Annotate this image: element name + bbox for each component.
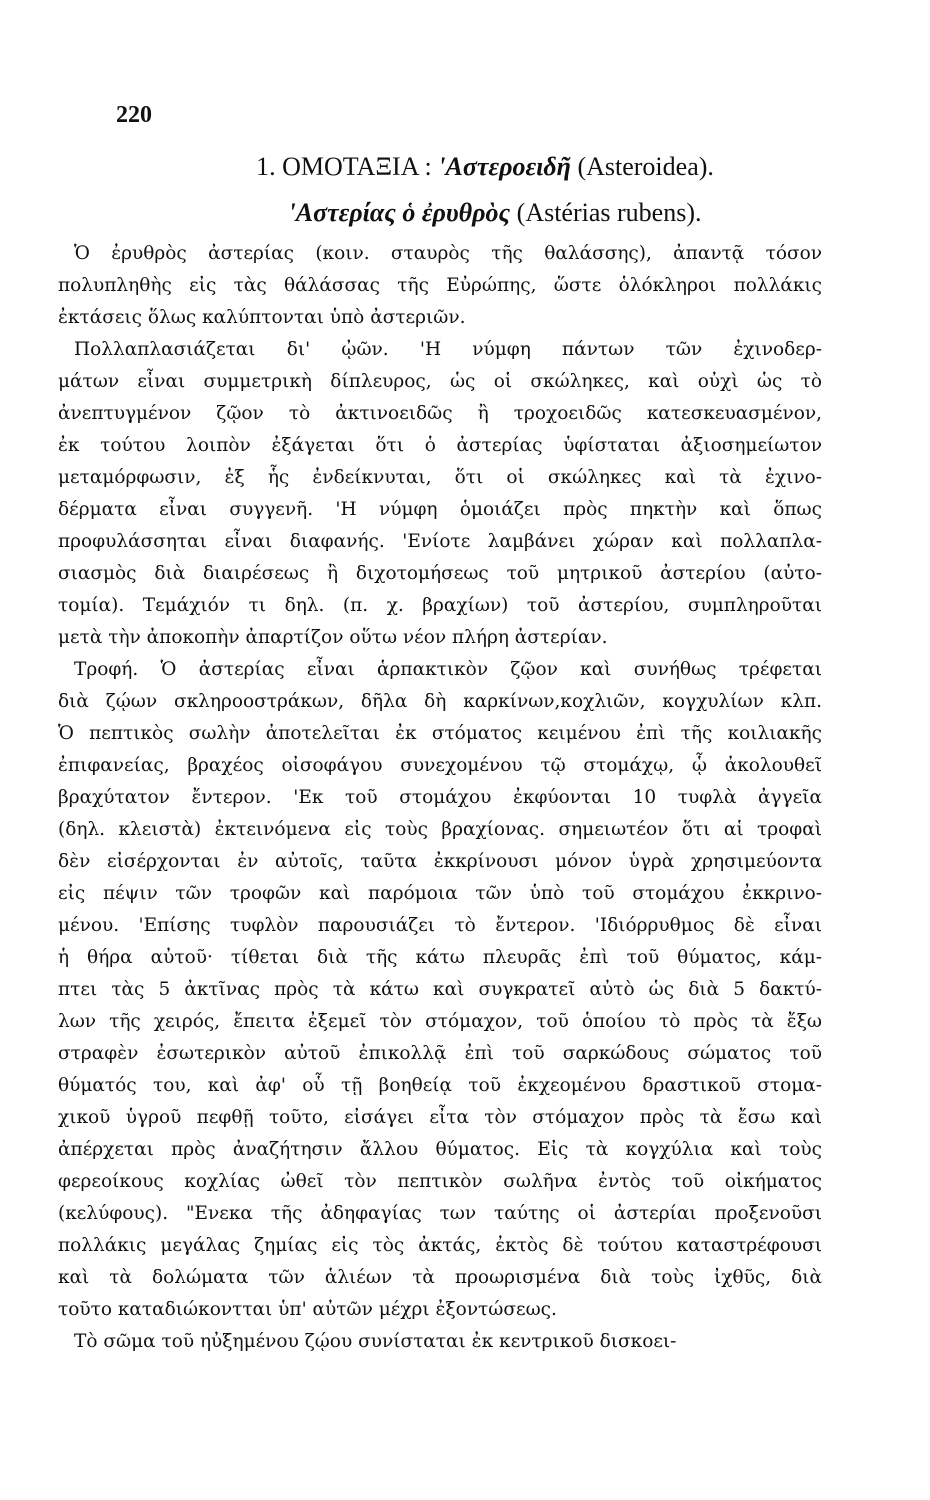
- text-line: καὶ τὰ δολώματα τῶν ἁλιέων τὰ προωρισμένα διὰ τοὺς ἰχθῦς, διὰ: [58, 1267, 822, 1288]
- text-line: ἐπιφανείας, βραχέος οἰσοφάγου συνεχομένου τῷ στομάχῳ, ᾧ ἀκολουθεῖ: [58, 755, 822, 776]
- page-number: 220: [116, 102, 152, 128]
- text-line: πολλάκις μεγάλας ζημίας εἰς τὸς ἀκτάς, ἐκτὸς δὲ τούτου καταστρέφουσι: [58, 1235, 822, 1256]
- text-line: ἐκτάσεις ὅλως καλύπτονται ὑπὸ ἀστεριῶν.: [58, 307, 466, 328]
- text-line: ἀπέρχεται πρὸς ἀναζήτησιν ἄλλου θύματος. Εἰς τὰ κογχύλια καὶ τοὺς: [58, 1139, 822, 1160]
- text-line: μάτων εἶναι συμμετρικὴ δίπλευρος, ὡς οἱ σκώληκες, καὶ οὐχὶ ὡς τὸ: [58, 371, 822, 392]
- text-line: θύματός του, καὶ ἀφ' οὗ τῇ βοηθείᾳ τοῦ ἐκχεομένου δραστικοῦ στομα-: [58, 1075, 822, 1096]
- text-line: ἐκ τούτου λοιπὸν ἐξάγεται ὅτι ὁ ἀστερίας ὑφίσταται ἀξιοσημείωτον: [58, 435, 822, 456]
- text-line: ἀνεπτυγμένον ζῷον τὸ ἀκτινοειδῶς ἢ τροχοειδῶς κατεσκευασμένον,: [58, 403, 822, 424]
- text-line: πολυπληθὴς εἰς τὰς θάλάσσας τῆς Εὐρώπης, ὥστε ὁλόκληροι πολλάκις: [58, 275, 822, 296]
- section-heading: [0, 152, 930, 182]
- species-heading: [0, 198, 930, 228]
- text-line: χικοῦ ὑγροῦ πεφθῇ τοῦτο, εἰσάγει εἶτα τὸν στόμαχον πρὸς τὰ ἔσω καὶ: [58, 1107, 822, 1128]
- text-line: Τροφή. Ὁ ἀστερίας εἶναι ἁρπακτικὸν ζῷον καὶ συνήθως τρέφεται: [74, 659, 822, 680]
- text-line: δέρματα εἶναι συγγενῆ. 'Η νύμφη ὁμοιάζει πρὸς πηκτὴν καὶ ὅπως: [58, 499, 822, 520]
- text-line: Πολλαπλασιάζεται δι' ᾠῶν. 'Η νύμφη πάντων τῶν ἐχινοδερ-: [74, 339, 822, 360]
- heading-latin-name: (Asteroidea).: [577, 152, 714, 181]
- text-line: (κελύφους). "Ενεκα τῆς ἀδηφαγίας των ταύτης οἱ ἀστερίαι προξενοῦσι: [58, 1203, 822, 1224]
- text-line: πτει τὰς 5 ἀκτῖνας πρὸς τὰ κάτω καὶ συγκρατεῖ αὐτὸ ὡς διὰ 5 δακτύ-: [58, 979, 822, 1000]
- text-line: μένου. 'Επίσης τυφλὸν παρουσιάζει τὸ ἔντερον. 'Ιδιόρρυθμος δὲ εἶναι: [58, 915, 822, 936]
- text-line: τοῦτο καταδιώκοντται ὑπ' αὐτῶν μέχρι ἐξοντώσεως.: [58, 1299, 557, 1320]
- species-latin-name: (Astérias rubens).: [516, 198, 702, 227]
- text-line: Ὁ πεπτικὸς σωλὴν ἀποτελεῖται ἐκ στόματος κειμένου ἐπὶ τῆς κοιλιακῆς: [58, 723, 822, 744]
- text-line: σιασμὸς διὰ διαιρέσεως ἢ διχοτομήσεως τοῦ μητρικοῦ ἀστερίου (αὐτο-: [58, 563, 822, 584]
- text-line: εἰς πέψιν τῶν τροφῶν καὶ παρόμοια τῶν ὑπὸ τοῦ στομάχου ἐκκρινο-: [58, 883, 822, 904]
- text-line: στραφὲν ἐσωτερικὸν αὐτοῦ ἐπικολλᾷ ἐπὶ τοῦ σαρκώδους σώματος τοῦ: [58, 1043, 822, 1064]
- text-line: (δηλ. κλειστὰ) ἐκτεινόμενα εἰς τοὺς βραχίονας. σημειωτέον ὅτι αἱ τροφαὶ: [58, 819, 822, 840]
- species-greek-name: 'Αστερίας ὁ ἐρυθρὸς: [288, 198, 511, 227]
- body-text: [58, 238, 822, 1358]
- text-line: προφυλάσσηται εἶναι διαφανής. 'Ενίοτε λαμβάνει χώραν καὶ πολλαπλα-: [58, 531, 822, 552]
- text-line: Τὸ σῶμα τοῦ ηὐξημένου ζῴου συνίσταται ἐκ κεντρικοῦ δισκοει-: [74, 1331, 677, 1352]
- text-line: διὰ ζῴων σκληροοστράκων, δῆλα δὴ καρκίνων,κοχλιῶν, κογχυλίων κλπ.: [58, 691, 822, 712]
- text-line: βραχύτατον ἔντερον. 'Εκ τοῦ στομάχου ἐκφύονται 10 τυφλὰ ἀγγεῖα: [58, 787, 822, 808]
- text-line: τομία). Τεμάχιόν τι δηλ. (π. χ. βραχίων) τοῦ ἀστερίου, συμπληροῦται: [58, 595, 822, 616]
- text-line: δὲν εἰσέρχονται ἐν αὐτοῖς, ταῦτα ἐκκρίνουσι μόνον ὑγρὰ χρησιμεύοντα: [58, 851, 822, 872]
- text-line: φερεοίκους κοχλίας ὠθεῖ τὸν πεπτικὸν σωλῆνα ἐντὸς τοῦ οἰκήματος: [58, 1171, 822, 1192]
- text-line: ἡ θήρα αὐτοῦ· τίθεται διὰ τῆς κάτω πλευρᾶς ἐπὶ τοῦ θύματος, κάμ-: [58, 947, 822, 968]
- heading-prefix: 1. ΟΜΟΤΑΞΙΑ :: [256, 152, 432, 181]
- text-line: λων τῆς χειρός, ἔπειτα ἐξεμεῖ τὸν στόμαχον, τοῦ ὁποίου τὸ πρὸς τὰ ἔξω: [58, 1011, 822, 1032]
- text-line: μεταμόρφωσιν, ἐξ ἧς ἐνδείκνυται, ὅτι οἱ σκώληκες καὶ τὰ ἐχινο-: [58, 467, 822, 488]
- heading-greek-name: 'Αστεροειδῆ: [438, 152, 571, 181]
- text-line: μετὰ τὴν ἀποκοπὴν ἀπαρτίζον οὕτω νέον πλήρη ἀστερίαν.: [58, 627, 608, 648]
- text-line: Ὁ ἐρυθρὸς ἀστερίας (κοιν. σταυρὸς τῆς θαλάσσης), ἀπαντᾷ τόσον: [74, 243, 822, 264]
